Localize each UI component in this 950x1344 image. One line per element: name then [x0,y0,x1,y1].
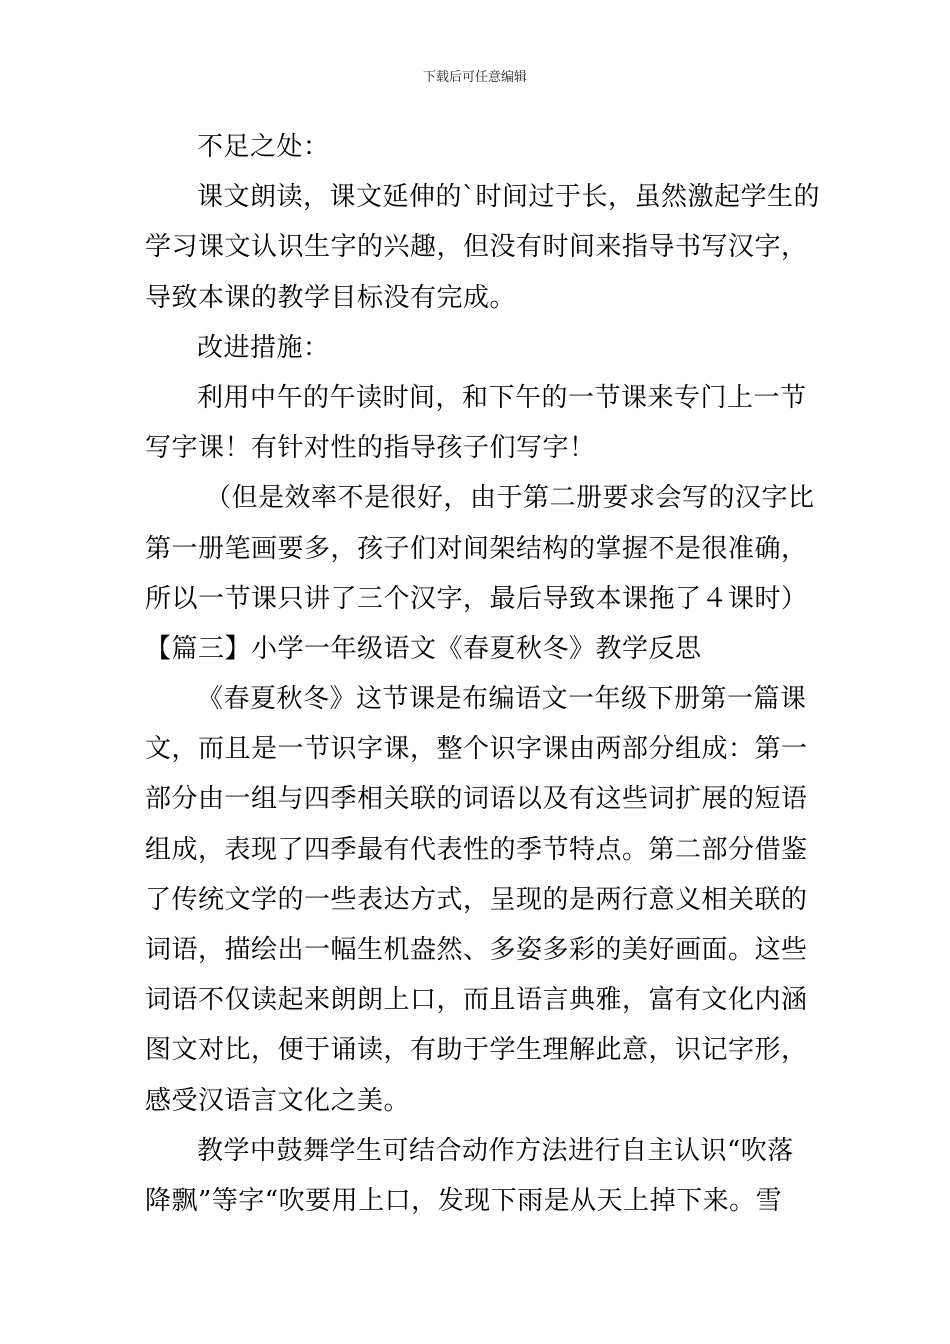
document-body [145,122,821,1226]
section-title: 【篇三】小学一年级语文《春夏秋冬》教学反思 [145,633,702,664]
paragraph-line: 《春夏秋冬》这节课是布编语文一年级下册第一篇课 [197,684,807,715]
header-note: 下载后可任意编辑 [422,70,527,85]
heading-improvements: 改进措施： [197,332,330,363]
paragraph-line: 课文朗读，课文延伸的`时间过于长，虽然激起学生的 [197,182,821,213]
paragraph-line: （但是效率不是很好，由于第二册要求会写的汉字比 [205,483,815,514]
paragraph-line: 组成，表现了四季最有代表性的季节特点。第二部分借鉴 [145,834,808,865]
paragraph-line: 利用中午的午读时间，和下午的一节课来专门上一节 [197,382,807,413]
paragraph-line: 感受汉语言文化之美。 [145,1085,411,1116]
paragraph-line: 文，而且是一节识字课，整个识字课由两部分组成：第一 [145,734,808,765]
paragraph-line: 词语不仅读起来朗朗上口，而且语言典雅，富有文化内涵 [145,985,808,1016]
paragraph-line: 写字课！有针对性的指导孩子们写字！ [145,433,596,464]
paragraph-line: 所以一节课只讲了三个汉字，最后导致本课拖了４课时） [145,583,808,614]
paragraph-line: 学习课文认识生字的兴趣，但没有时间来指导书写汉字， [145,232,808,263]
paragraph-line: 图文对比，便于诵读，有助于学生理解此意，识记字形， [145,1035,808,1066]
paragraph-line: 导致本课的教学目标没有完成。 [145,282,517,313]
paragraph-line: 词语，描绘出一幅生机盎然、多姿多彩的美好画面。这些 [145,935,808,965]
paragraph-line: 降飘”等字“吹要用上口，发现下雨是从天上掉下来。雪 [145,1185,783,1216]
heading-shortcomings: 不足之处： [197,132,330,162]
paragraph-line: 第一册笔画要多，孩子们对间架结构的掌握不是很准确， [145,533,808,564]
paragraph-line: 了传统文学的一些表达方式，呈现的是两行意义相关联的 [145,884,808,915]
paragraph-line: 教学中鼓舞学生可结合动作方法进行自主认识“吹落 [197,1135,794,1166]
paragraph-line: 部分由一组与四季相关联的词语以及有这些词扩展的短语 [145,784,808,815]
